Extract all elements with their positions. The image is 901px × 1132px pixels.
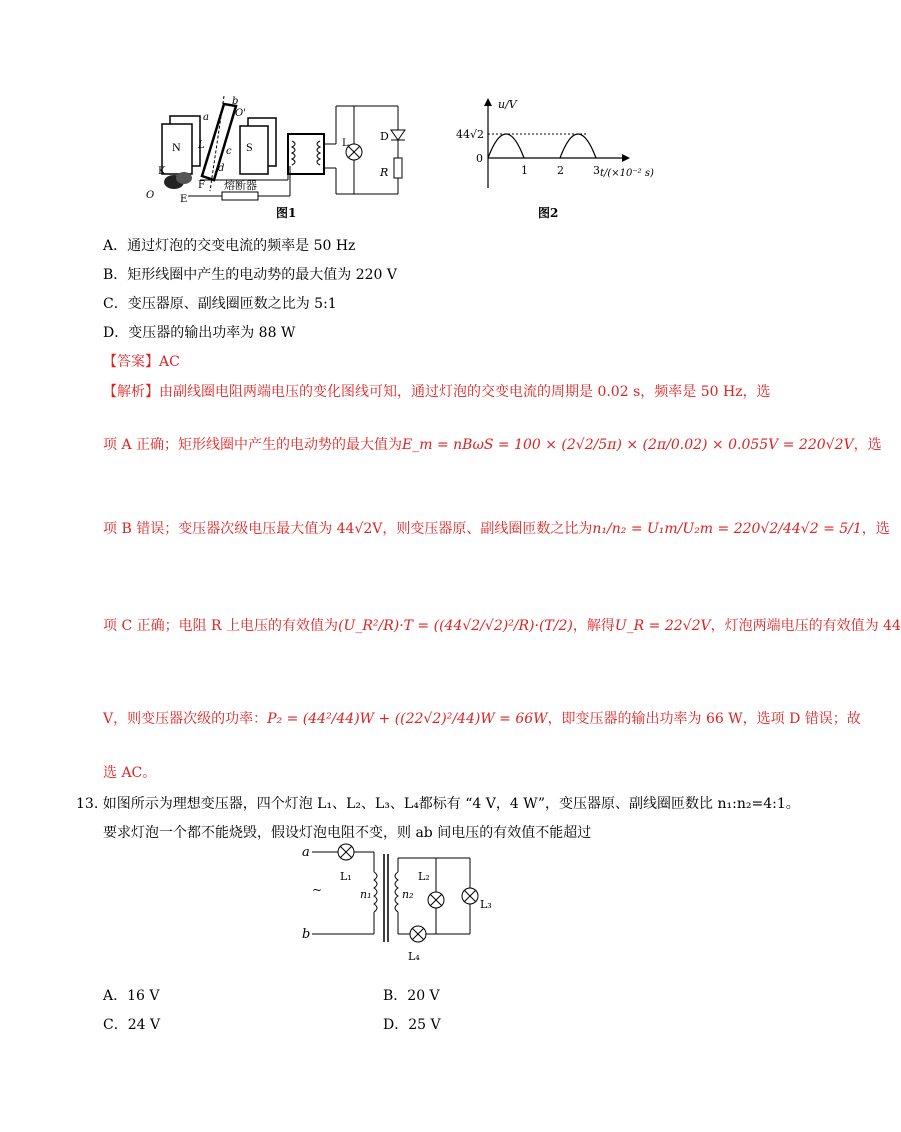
figure-2-voltage-graph: [448, 96, 678, 196]
formula-effective-voltage: (U_R²/R)·T = ((44√2/√2)²/R)·(T/2): [338, 618, 573, 634]
label-L: L: [198, 140, 205, 151]
label-d: d: [218, 163, 225, 174]
half-wave-1: [488, 134, 524, 158]
label-n1: n₁: [360, 888, 372, 901]
question-13-line-1: 13. 如图所示为理想变压器，四个灯泡 L₁、L₂、L₃、L₄都标有 “4 V，4 W”，变压器原、副线圈匝数比 n₁:n₂=4:1。: [76, 796, 800, 812]
figure-13-transformer-circuit: [298, 842, 508, 962]
primary-coil: [374, 872, 377, 912]
label-R: R: [380, 166, 389, 179]
resistor: [394, 158, 402, 178]
label-n2: n₂: [402, 888, 414, 901]
answer-label: 【答案】: [103, 354, 159, 370]
label-fuse: 熔断器: [224, 179, 257, 192]
formula-turns-ratio: n₁/n₂ = U₁m/U₂m = 220√2/44√2 = 5/1: [592, 521, 862, 537]
option-c[interactable]: C．变压器原、副线圈匝数之比为 5:1: [103, 296, 337, 312]
option-b[interactable]: B．矩形线圈中产生的电动势的最大值为 220 V: [103, 267, 398, 283]
analysis-line-4: 项 C 正确；电阻 R 上电压的有效值为(U_R²/R)·T = ((44√2/√2)²/R)·(T/2)，解得U_R = 22√2V，灯泡两端电压的有效值为 44: [103, 618, 901, 634]
diode: [391, 130, 405, 140]
terminal-b: b: [302, 927, 311, 942]
q13-option-c[interactable]: C．24 V: [103, 1017, 161, 1033]
label-lamp: L: [342, 138, 349, 149]
figure-2-caption: 图2: [538, 206, 559, 220]
analysis-line-2: 项 A 正确；矩形线圈中产生的电动势的最大值为E_m = nBωS = 100 × (2√2/5π) × (2π/0.02) × 0.055V = 220√2V，选: [103, 437, 882, 453]
label-K: K: [158, 166, 166, 177]
origin-label: 0: [476, 152, 483, 165]
label-L1: L₁: [340, 870, 352, 883]
formula-emf-max: E_m = nBωS = 100 × (2√2/5π) × (2π/0.02) × 0.055V = 220√2V: [402, 437, 854, 453]
half-wave-2: [560, 134, 596, 158]
formula-ur: U_R = 22√2V: [614, 618, 711, 634]
formula-power: P₂ = (44²/44)W + ((22√2)²/44)W = 66W: [267, 711, 548, 727]
label-E: E: [180, 194, 188, 205]
analysis-line-6: 选 AC。: [103, 765, 157, 781]
question-13-number: 13.: [76, 796, 99, 812]
label-L2: L₂: [418, 870, 430, 883]
label-D: D: [380, 130, 389, 143]
figure-1-caption: 图1: [276, 206, 297, 220]
tick-2: 2: [557, 164, 564, 177]
analysis-line-1: 【解析】由副线圈电阻两端电压的变化图线可知，通过灯泡的交变电流的周期是 0.02 s，频率是 50 Hz，选: [103, 384, 771, 400]
question-13-line-2: 要求灯泡一个都不能烧毁，假设灯泡电阻不变，则 ab 间电压的有效值不能超过: [103, 825, 592, 841]
label-b: b: [232, 96, 239, 107]
tick-1: 1: [521, 164, 528, 177]
label-S: S: [246, 140, 253, 154]
q13-option-b[interactable]: B．20 V: [383, 988, 440, 1004]
secondary-coil: [395, 872, 398, 912]
label-O-prime: O': [235, 108, 246, 119]
label-L3: L₃: [480, 898, 492, 911]
y-axis-label: u/V: [498, 98, 517, 111]
ac-source-symbol: ~: [312, 883, 323, 897]
label-O: O: [146, 190, 155, 201]
option-d[interactable]: D．变压器的输出功率为 88 W: [103, 325, 296, 341]
terminal-a: a: [302, 845, 310, 860]
answer: [103, 351, 180, 371]
q13-option-a[interactable]: A．16 V: [103, 988, 160, 1004]
analysis-line-3: 项 B 错误；变压器次级电压最大值为 44√2V，则变压器原、副线圈匝数之比为n₁/n₂ = U₁m/U₂m = 220√2/44√2 = 5/1，选: [103, 521, 890, 537]
tick-3: 3: [593, 164, 600, 177]
analysis-label: 【解析】: [103, 384, 159, 400]
label-N: N: [172, 140, 181, 154]
analysis-line-5: V，则变压器次级的功率：P₂ = (44²/44)W + ((22√2)²/44)W = 66W，即变压器的输出功率为 66 W，选项 D 错误；故: [103, 711, 861, 727]
y-peak-label: 44√2: [456, 128, 485, 141]
option-a[interactable]: A．通过灯泡的交变电流的频率是 50 Hz: [103, 238, 356, 254]
fuse: [222, 192, 258, 200]
x-axis-label: t/(×10⁻² s): [600, 168, 654, 179]
label-a: a: [203, 112, 209, 123]
label-c: c: [226, 146, 232, 157]
q13-option-d[interactable]: D．25 V: [383, 1017, 441, 1033]
label-L4-caption: L₄: [408, 950, 420, 963]
answer-value: AC: [159, 354, 180, 370]
label-F: F: [198, 180, 205, 191]
